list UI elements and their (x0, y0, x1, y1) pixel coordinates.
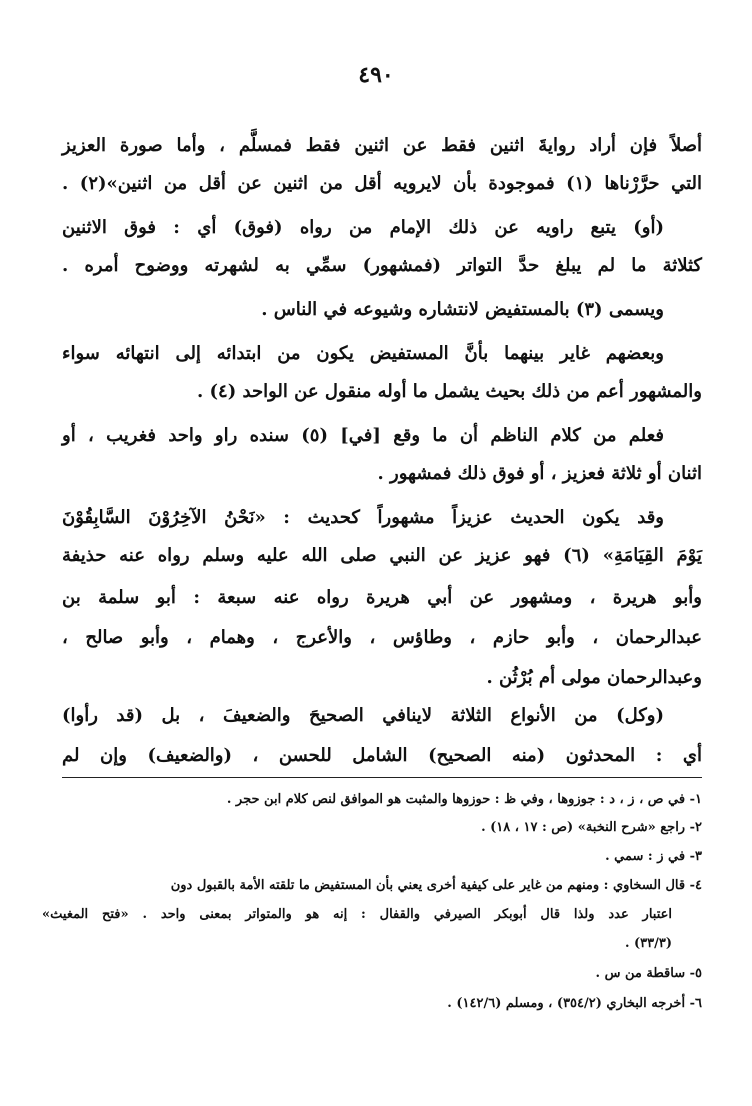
footnote-item: ٦- أخرجه البخاري (٣٥٤/٢) ، ومسلم (١٤٢/٦) . (447, 996, 702, 1011)
body-line: أصلاً فإن أراد روايةَ اثنين فقط عن اثنين فقط فمسلَّم ، وأما صورة العزيز (62, 135, 703, 156)
footnote-item: ١- في ص ، ز ، د : جوزوها ، وفي ظ : حوزوها والمثبت هو الموافق لنص كلام ابن حجر . (226, 792, 702, 807)
footnote-item: ٤- قال السخاوي : ومنهم من غاير على كيفية أخرى يعني بأن المستفيض ما تلقته الأمة بالقبول دون (170, 878, 702, 893)
body-line: وقد يكون الحديث عزيزاً مشهوراً كحديث : «نَحْنُ الآخِرُوْنَ السَّابِقُوْنَ (62, 507, 664, 528)
body-line: يَوْمَ القِيَامَةِ» (٦) فهو عزيز عن النبي صلى الله عليه وسلم رواه عنه حذيفة (62, 545, 702, 566)
footnote-item: ٢- راجع «شرح النخبة» (ص : ١٧ ، ١٨) . (481, 820, 702, 835)
body-line: التي حرَّرْناها (١) فموجودة بأن لايرويه أقل من اثنين عن أقل من اثنين»(٢) . (62, 173, 702, 194)
footnote-item: اعتبار عدد ولذا قال أبوبكر الصيرفي والقفال : إنه هو والمتواتر بمعنى واحد . «فتح المغيث» (42, 907, 672, 922)
body-line: ويسمى (٣) بالمستفيض لانتشاره وشيوعه في الناس . (261, 299, 664, 320)
body-line: (أو) يتبع راويه عن ذلك الإمام من رواه (فوق) أي : فوق الاثنين (62, 217, 664, 238)
body-line: أي : المحدثون (منه الصحيح) الشامل للحسن ، (والضعيف) وإن لم (62, 745, 702, 766)
body-line: اثنان أو ثلاثة فعزيز ، أو فوق ذلك فمشهور . (377, 463, 702, 484)
body-line: وأبو هريرة ، ومشهور عن أبي هريرة رواه عنه سبعة : أبو سلمة بن (62, 587, 702, 608)
body-line: كثلاثة ما لم يبلغ حدَّ التواتر (فمشهور) سمِّي به لشهرته ووضوح أمره . (62, 255, 702, 276)
body-line: والمشهور أعم من ذلك بحيث يشمل ما أوله منقول عن الواحد (٤) . (196, 381, 702, 402)
body-line: وعبدالرحمان مولى أم بُرْثُن . (486, 667, 702, 688)
footnote-item: ٣- في ز : سمي . (605, 849, 702, 864)
body-line: فعلم من كلام الناظم أن ما وقع [في] (٥) سنده راو واحد فغريب ، أو (62, 425, 664, 446)
footnote-divider (62, 777, 702, 778)
body-line: وبعضهم غاير بينهما بأنَّ المستفيض يكون من ابتدائه إلى انتهائه سواء (62, 343, 664, 364)
footnote-item: (٣٣/٣) . (624, 936, 672, 951)
body-line: (وكل) من الأنواع الثلاثة لاينافي الصحيحَ والضعيفَ ، بل (قد رأوا) (62, 705, 664, 726)
page-number: ٤٩٠ (358, 62, 394, 88)
body-line: عبدالرحمان ، وأبو حازم ، وطاؤس ، والأعرج ، وهمام ، وأبو صالح ، (62, 627, 702, 648)
footnote-item: ٥- ساقطة من س . (595, 966, 702, 981)
